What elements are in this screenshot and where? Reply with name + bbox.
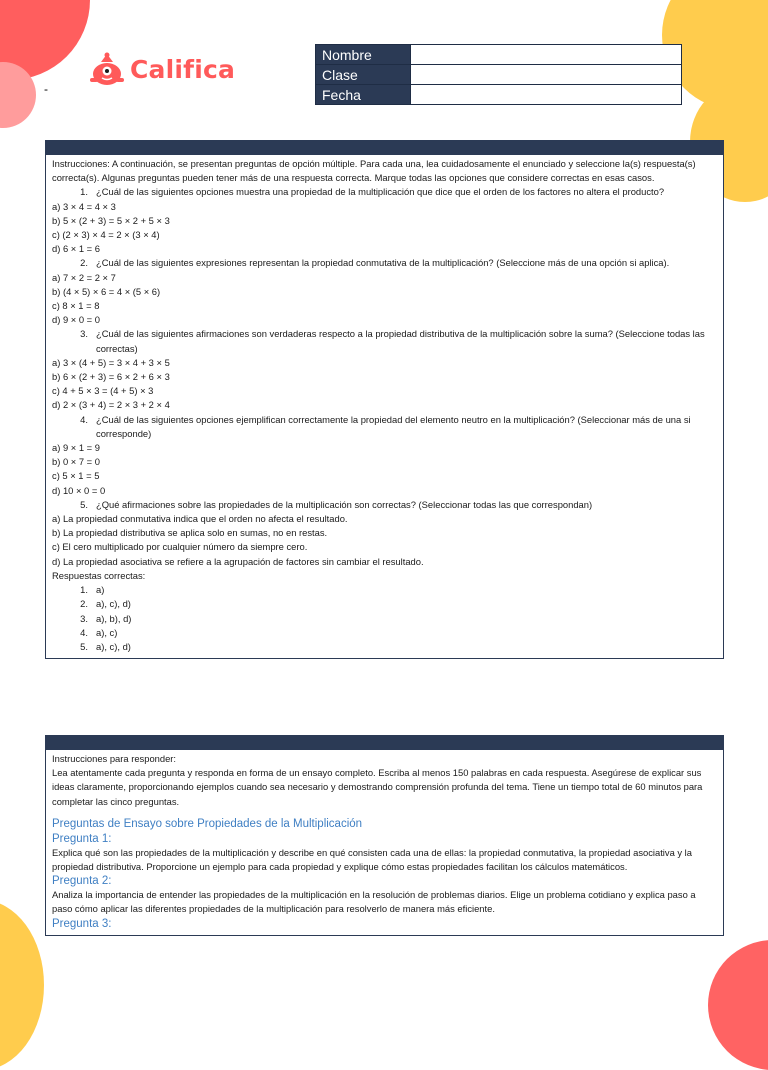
answers-title: Respuestas correctas: (52, 569, 146, 581)
info-row-clase (316, 65, 682, 85)
option: c) 5 × 1 = 5 (52, 470, 100, 482)
section-header-bar (46, 141, 723, 155)
option: d) 2 × (3 + 4) = 2 × 3 + 2 × 4 (52, 399, 170, 411)
essay-section (45, 735, 724, 936)
question-text: ¿Cuál de las siguientes afirmaciones son verdaderas respecto a la propiedad distributiva de la multiplicación sobre la suma? (Seleccione todas las correctas) (96, 328, 705, 354)
option: d) 9 × 0 = 0 (52, 314, 100, 326)
answer-item (52, 626, 717, 640)
option: b) 5 × (2 + 3) = 5 × 2 + 5 × 3 (52, 214, 170, 226)
option: b) 0 × 7 = 0 (52, 456, 100, 468)
question-4 (52, 413, 717, 441)
fecha-field[interactable] (411, 85, 682, 105)
option: a) 7 × 2 = 2 × 7 (52, 271, 116, 283)
option: a) 3 × 4 = 4 × 3 (52, 200, 116, 212)
section-body (46, 155, 723, 658)
question-text: ¿Cuál de las siguientes opciones ejemplifican correctamente la propiedad del elemento neutro en la multiplicación? (Seleccionar más de una si corresponde) (96, 413, 691, 439)
section-body (46, 750, 723, 935)
answer-number: 1. (80, 584, 88, 596)
instructions-title: Instrucciones para responder: (52, 753, 177, 764)
info-label: Clase (316, 65, 411, 85)
answer-text: a), c) (96, 626, 118, 638)
califica-logo (88, 52, 235, 86)
question-5 (52, 498, 717, 512)
option: b) (4 × 5) × 6 = 4 × (5 × 6) (52, 285, 161, 297)
option: c) 8 × 1 = 8 (52, 300, 100, 312)
answer-text: a) (96, 584, 105, 596)
question-number: 5. (80, 498, 88, 510)
info-label: Nombre (316, 45, 411, 65)
question-text: Explica qué son las propiedades de la multiplicación y describe en qué consisten cada una de ellas: la propiedad conmutativa, la propiedad asociativa y la propiedad distributiva. Proporcione un ejemplo para cada propiedad y explique cómo estas propiedades facilitan los cálculos matemáticos. (52, 846, 692, 873)
question-text: Analiza la importancia de entender las propiedades de la multiplicación en la resolución de problemas diarios. Elige un problema cotidiano y explica paso a paso cómo aplicar las diferentes propiedades de la multiplicación para resolverlo de manera más eficiente. (52, 889, 696, 915)
option: c) El cero multiplicado por cualquier número da siempre cero. (52, 541, 308, 553)
info-row-fecha (316, 85, 682, 105)
question-text: ¿Cuál de las siguientes expresiones representan la propiedad conmutativa de la multiplicación? (Seleccione más de una opción si aplica). (96, 257, 670, 269)
option: a) 9 × 1 = 9 (52, 442, 100, 454)
answer-text: a), b), d) (96, 612, 132, 624)
answer-number: 5. (80, 640, 88, 652)
answer-text: a), c), d) (96, 640, 131, 652)
question-text: ¿Cuál de las siguientes opciones muestra una propiedad de la multiplicación que dice que el orden de los factores no altera el producto? (96, 186, 665, 198)
option: a) 3 × (4 + 5) = 3 × 4 + 3 × 5 (52, 356, 170, 368)
multiple-choice-section (45, 140, 724, 659)
answer-text: a), c), d) (96, 598, 131, 610)
answer-item (52, 597, 717, 611)
question-1 (52, 185, 717, 199)
question-label: Pregunta 1: (52, 832, 112, 845)
question-label: Pregunta 2: (52, 875, 112, 888)
question-number: 1. (80, 186, 88, 198)
info-row-nombre (316, 45, 682, 65)
question-3 (52, 327, 717, 355)
answer-item (52, 640, 717, 654)
brand-name: Califica (130, 54, 236, 84)
student-info-table (315, 44, 682, 105)
option: d) 10 × 0 = 0 (52, 484, 106, 496)
instructions-text: Instrucciones: A continuación, se presentan preguntas de opción múltiple. Para cada una, lea cuidadosamente el enunciado y seleccione la(s) respuesta(s) correcta(s). Algunas preguntas pueden tener más de una respuesta correcta. Marque todas las opciones que considere correctas en esas casos. (52, 158, 696, 184)
instructions-text: Lea atentamente cada pregunta y responda en forma de un ensayo completo. Escriba al menos 150 palabras en cada respuesta. Asegúrese de explicar sus ideas claramente, proporcionando ejemplos cuando sea necesario y demostrando comprensión profunda del tema. Tiene un tiempo total de 60 minutos para completar las cinco preguntas. (52, 767, 703, 807)
answer-number: 2. (80, 598, 88, 610)
question-number: 2. (80, 257, 88, 269)
decorative-blob-yellow-bottom-left (0, 900, 44, 1070)
option: b) La propiedad distributiva se aplica solo en sumas, no en restas. (52, 527, 328, 539)
info-label: Fecha (316, 85, 411, 105)
option: a) La propiedad conmutativa indica que el orden no afecta el resultado. (52, 513, 348, 525)
answer-item (52, 612, 717, 626)
section-header-bar (46, 736, 723, 750)
stray-dash: - (44, 82, 48, 96)
califica-mascot-icon (88, 52, 126, 86)
option: c) 4 + 5 × 3 = (4 + 5) × 3 (52, 385, 154, 397)
question-number: 4. (80, 413, 88, 425)
nombre-field[interactable] (411, 45, 682, 65)
question-number: 3. (80, 328, 88, 340)
clase-field[interactable] (411, 65, 682, 85)
question-2 (52, 256, 717, 270)
option: d) La propiedad asociativa se refiere a la agrupación de factores sin cambiar el resultado. (52, 555, 424, 567)
answer-number: 4. (80, 626, 88, 638)
decorative-blob-red-bottom-right (708, 940, 768, 1070)
option: d) 6 × 1 = 6 (52, 243, 100, 255)
answer-item (52, 583, 717, 597)
option: b) 6 × (2 + 3) = 6 × 2 + 6 × 3 (52, 371, 170, 383)
option: c) (2 × 3) × 4 = 2 × (3 × 4) (52, 229, 160, 241)
answer-number: 3. (80, 612, 88, 624)
question-label: Pregunta 3: (52, 917, 112, 930)
essay-heading: Preguntas de Ensayo sobre Propiedades de la Multiplicación (52, 817, 363, 830)
question-text: ¿Qué afirmaciones sobre las propiedades de la multiplicación son correctas? (Seleccionar todas las que correspondan) (96, 498, 593, 510)
